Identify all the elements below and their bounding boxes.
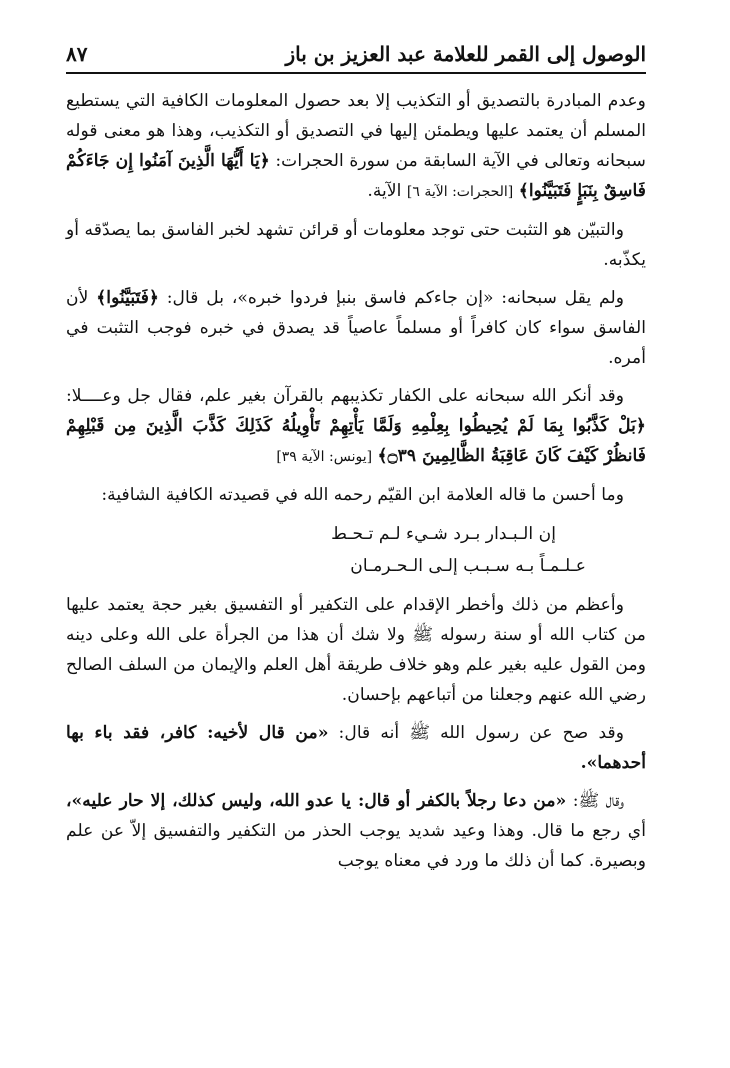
paragraph-1: وعدم المبادرة بالتصديق أو التكذيب إلا بعد حصول المعلومات الكافية التي يستطيع المسلم أن يعتمد عليها ويطمئن إليها في التصديق أو التكذيب، وهذا هو معنى قوله سبحانه وتعالى في الآية السابقة من سورة الحجرات: ﴿يَا أَيُّهَا الَّذِينَ آمَنُوا إِن جَاءَكُمْ فَاسِقٌ بِنَبَإٍ فَتَبَيَّنُوا﴾ [الحجرات: الآية ٦] الآية. [66,91,646,201]
page-number: ٨٧ [66,42,88,66]
verse-reference: [الحجرات: الآية ٦] [406,184,514,200]
paragraph-2: والتبيّن هو التثبت حتى توجد معلومات أو قرائن تشهد لخبر الفاسق بما يصدّقه أو يكذّبه. [66,220,646,270]
quran-verse: ﴿يَا أَيُّهَا الَّذِينَ آمَنُوا إِن جَاءَكُمْ فَاسِقٌ بِنَبَإٍ فَتَبَيَّنُوا﴾ [66,151,646,201]
poem [66,518,646,582]
quran-verse: ﴿فَتَبَيَّنُوا﴾ [96,288,159,308]
paragraph-8: وقال ﷺ: «من دعا رجلاً بالكفر أو قال: يا عدو الله، وليس كذلك، إلا حار عليه»، أي رجع ما قال. وهذا وعيد شديد يوجب الحذر من التكفير والتفسيق إلاّ عن علم وبصيرة. كما أن ذلك ما ورد في معناه يوجب [66,791,646,871]
running-title: الوصول إلى القمر للعلامة عبد العزيز بن باز [285,42,646,66]
paragraph-6: وأعظم من ذلك وأخطر الإقدام على التكفير أو التفسيق بغير حجة يعتمد عليها من كتاب الله أو سنة رسوله ﷺ ولا شك أن هذا من الجرأة على الله وعلى دينه ومن القول عليه بغير علم وهو خلاف طريقة أهل العلم والإيمان من السلف الصالح رضي الله عنهم وجعلنا من أتباعهم بإحسان. [66,595,646,705]
page-body [66,86,646,884]
paragraph-3: ولم يقل سبحانه: «إن جاءكم فاسق بنبإ فردوا خبره»، بل قال: ﴿فَتَبَيَّنُوا﴾ لأن الفاسق سواء كان كافراً أو مسلماً عاصياً قد يصدق في خبره فوجب التثبت في أمره. [66,288,646,368]
paragraph-7: وقد صح عن رسول الله ﷺ أنه قال: «من قال لأخيه: كافر، فقد باء بها أحدهما». [66,723,646,773]
verse-reference: [يونس: الآية ٣٩] [276,449,373,465]
poem-line-2: عـلـمـاً بـه سـبـب إلـى الـحـرمـان [350,556,586,576]
paragraph-5: وما أحسن ما قاله العلامة ابن القيّم رحمه الله في قصيدته الكافية الشافية: [101,485,624,505]
page-header [66,28,646,74]
poem-line-1: إن الـبـدار بـرد شـيء لـم تـحـط [331,524,556,544]
hadith-quote: «من دعا رجلاً بالكفر أو قال: يا عدو الله، وليس كذلك، إلا حار عليه»، [66,791,567,811]
quran-verse: ﴿بَلْ كَذَّبُوا بِمَا لَمْ يُحِيطُوا بِعِلْمِهِ وَلَمَّا يَأْتِهِمْ تَأْوِيلُهُ كَذَلِكَ كَذَّبَ الَّذِينَ مِن قَبْلِهِمْ فَانظُرْ كَيْفَ كَانَ عَاقِبَةُ الظَّالِمِينَ ۝٣٩﴾ [66,416,646,466]
hadith-quote: «من قال لأخيه: كافر، فقد باء بها أحدهما». [66,723,646,773]
paragraph-4: وقد أنكر الله سبحانه على الكفار تكذيبهم بالقرآن بغير علم، فقال جل وعــــلا: ﴿بَلْ كَذَّبُوا بِمَا لَمْ يُحِيطُوا بِعِلْمِهِ وَلَمَّا يَأْتِهِمْ تَأْوِيلُهُ كَذَلِكَ كَذَّبَ الَّذِينَ مِن قَبْلِهِمْ فَانظُرْ كَيْفَ كَانَ عَاقِبَةُ الظَّالِمِينَ ۝٣٩﴾ [يونس: الآية ٣٩] [66,386,646,466]
